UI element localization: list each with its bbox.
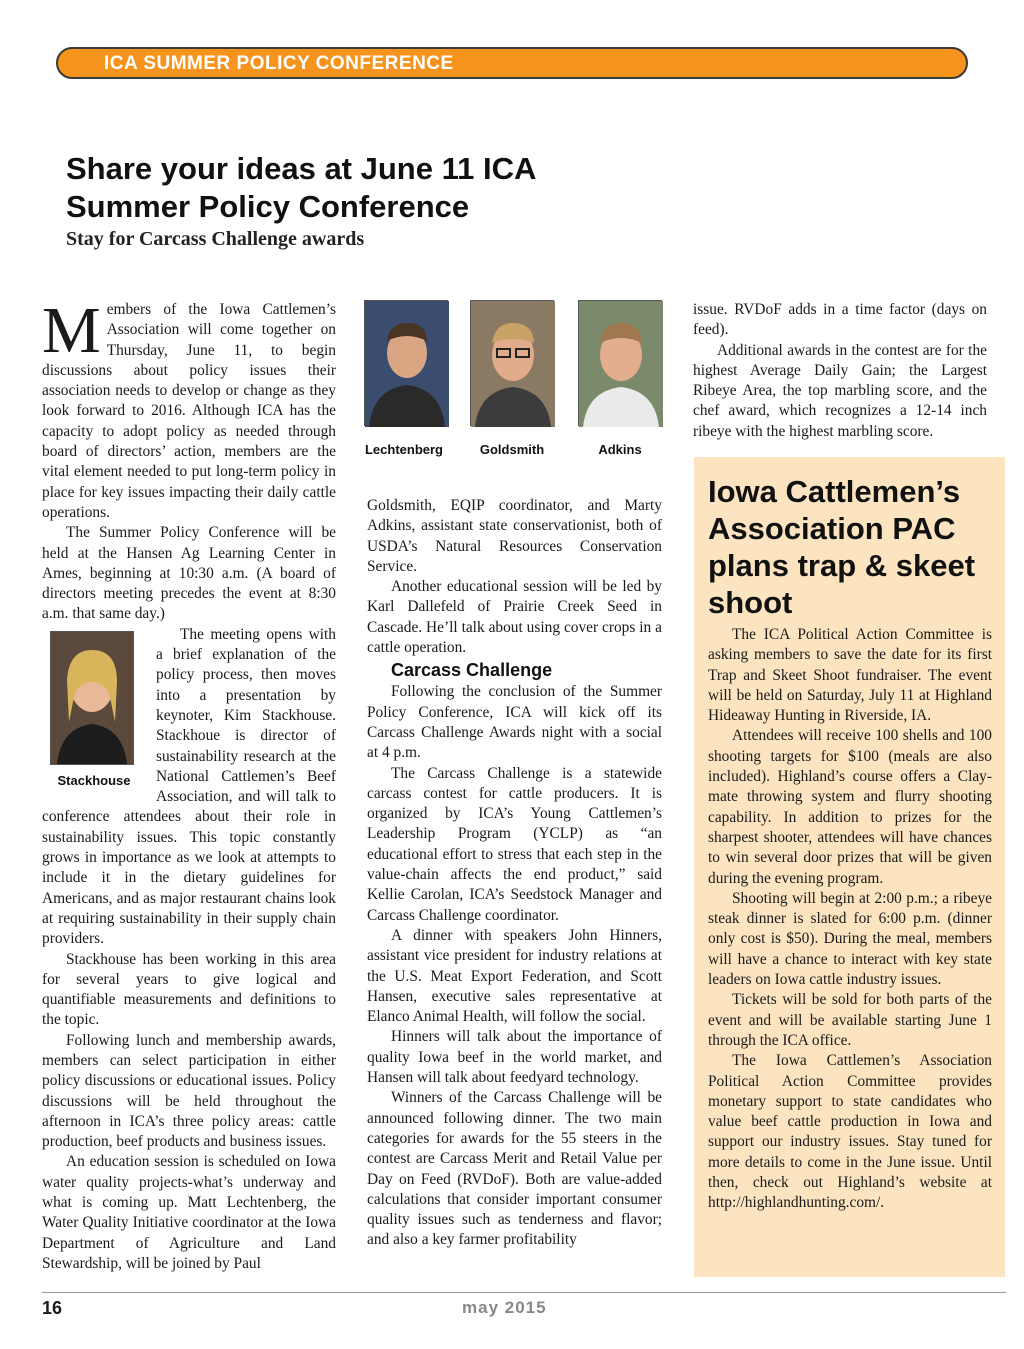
paragraph: The Iowa Cattlemen’s Association Political Action Committee provides monetary support to state candidates who value beef cattle production in Iowa and support our industry issues. Stay tuned for more details to come in the June issue. Until then, check out Highland’s website at http://highlandhunting.com/. <box>708 1052 992 1212</box>
paragraph: The ICA Political Action Committee is asking members to save the date for its first Trap and Skeet Shoot fundraiser. The event will be held on Saturday, July 11 at Highland Hideaway Hunting in Riverside, IA. <box>708 626 992 725</box>
speaker-photos <box>362 300 666 470</box>
paragraph: Goldsmith, EQIP coordinator, and Marty Adkins, assistant state conservationist, both of USDA’s Natural Resources Conservation Service. <box>367 497 662 575</box>
adkins-caption: Adkins <box>598 442 642 457</box>
article-column-2 <box>367 496 662 1251</box>
paragraph: Following lunch and membership awards, members can select participation in either policy discussions or educational issues. Policy discussions will be held throughout the afternoon in ICA’s three policy areas: cattle production, beef products and business issues. <box>42 1031 336 1151</box>
sidebar-title: Iowa Cattlemen’s Association PAC plans trap & skeet shoot <box>708 474 976 620</box>
paragraph: Additional awards in the contest are for the highest Average Daily Gain; the Largest Ribeye Area, the top marbling score, and the chef award, which recognizes a 12-14 inch ribeye with the highest marbling score. <box>693 341 987 440</box>
paragraph: Shooting will begin at 2:00 p.m.; a ribeye steak dinner is slated for 6:00 p.m. (dinner only cost is $50). During the meal, members will have a chance to interact with key state leaders on Iowa cattle industry issues. <box>708 889 992 989</box>
article-headline <box>66 150 536 226</box>
headline-line-1: Share your ideas at June 11 ICA <box>66 151 537 186</box>
page-number: 16 <box>42 1298 63 1318</box>
paragraph: Attendees will receive 100 shells and 100 shooting targets for $100 (meals are also included). Highland’s course offers a Clay-mate throwing system and flurry shooting capability. In addition to prizes for the sharpest shooter, attendees will have chances to win several door prizes that will be given during the evening program. <box>708 727 992 887</box>
paragraph: Stackhouse has been working in this area for several years to give logical and quantifiable measurements and definitions to the topic. <box>42 950 336 1029</box>
adkins-photo <box>578 300 662 426</box>
paragraph-text: The meeting opens with a brief explanation of the policy process, then moves into a presentation by keynoter, Kim Stackhouse. Stackhoue is director of sustainability research at the National Cattlemen’s Beef Association, and will talk to conference attendees about their role in sustainability issues. This topic constantly grows in importance as we look at attempts to include it in the dietary guidelines for Americans, and as major restaurant chains look at requiring sustainability in their supply chain providers. <box>42 625 336 948</box>
portrait-icon <box>471 301 555 427</box>
pac-sidebar <box>694 457 1005 1277</box>
article-subhead: Stay for Carcass Challenge awards <box>66 228 365 250</box>
paragraph-text: embers of the Iowa Cattlemen’s Association will come together on Thursday, June 11, to begin discussions about policy issues their association needs to develop or change as they look forward to 2016. Although ICA has the capacity to adopt policy as needed through board of directors’ action, members are the vital element needed to put long-term policy in place for key issues impacting their daily cattle operations. <box>42 301 336 521</box>
paragraph: Tickets will be sold for both parts of the event and will be available starting June 1 through the ICA office. <box>708 991 992 1049</box>
paragraph: A dinner with speakers John Hinners, assistant vice president for industry relations at the U.S. Meat Export Federation, and Scott Hansen, executive sales representative at Elanco Animal Health, will follow the social. <box>367 926 662 1026</box>
stackhouse-photo-block <box>42 631 146 795</box>
section-banner <box>56 47 968 79</box>
issue-date: may 2015 <box>462 1298 547 1317</box>
paragraph: The Carcass Challenge is a statewide carcass contest for cattle producers. It is organized by ICA’s Young Cattlemen’s Leadership Program (YCLP) as “an educational effort to stress that each step in the value-chain affects the end product,” said Kellie Carolan, ICA’s Seedstock Manager and Carcass Challenge coordinator. <box>367 764 662 924</box>
footer-rule <box>42 1292 1006 1293</box>
paragraph: Hinners will talk about the importance of quality Iowa beef in the world market, and Hansen will talk about feedyard technology. <box>367 1028 662 1087</box>
portrait-icon <box>579 301 663 427</box>
banner-label: ICA SUMMER POLICY CONFERENCE <box>104 53 454 74</box>
section-heading: Carcass Challenge <box>391 660 553 681</box>
sidebar-body <box>708 625 992 1214</box>
lechtenberg-photo <box>364 300 448 426</box>
paragraph <box>42 294 336 523</box>
article-column-3 <box>693 300 987 442</box>
portrait-icon <box>365 301 449 427</box>
paragraph: Another educational session will be led by Karl Dallefeld of Prairie Creek Seed in Cascade. He’ll talk about using cover crops in a cattle operation. <box>367 578 662 657</box>
headline-line-2: Summer Policy Conference <box>66 189 470 224</box>
paragraph: Following the conclusion of the Summer Policy Conference, ICA will kick off its Carcass Challenge Awards night with a social at 4 p.m. <box>367 683 662 762</box>
portrait-icon <box>51 632 133 764</box>
lechtenberg-caption: Lechtenberg <box>364 442 443 457</box>
stackhouse-caption: Stackhouse <box>57 772 131 788</box>
paragraph: issue. RVDoF adds in a time factor (days on feed). <box>693 301 987 339</box>
paragraph: The Summer Policy Conference will be held at the Hansen Ag Learning Center in Ames, beginning at 10:30 a.m. (A board of directors meeting precedes the event at 8:30 a.m. that same day.) <box>42 524 336 623</box>
goldsmith-photo <box>470 300 554 426</box>
paragraph-with-photo <box>42 625 336 950</box>
article-column-1 <box>42 294 336 1274</box>
stackhouse-photo <box>50 631 134 765</box>
drop-cap: M <box>42 294 101 367</box>
paragraph: An education session is scheduled on Iowa water quality projects-what’s underway and what is coming up. Matt Lechtenberg, the Water Quality Initiative coordinator at the Iowa Department of Agriculture and Land Stewardship, will be joined by Paul <box>42 1153 336 1272</box>
goldsmith-caption: Goldsmith <box>479 442 545 457</box>
paragraph: Winners of the Carcass Challenge will be announced following dinner. The two main categories for awards for the 55 steers in the contest are Carcass Merit and Retail Value per Day on Feed (RVDoF). Both are value-added calculations that consider important consumer quality issues such as tenderness and flavor; and also a key farmer profitability <box>367 1089 662 1249</box>
